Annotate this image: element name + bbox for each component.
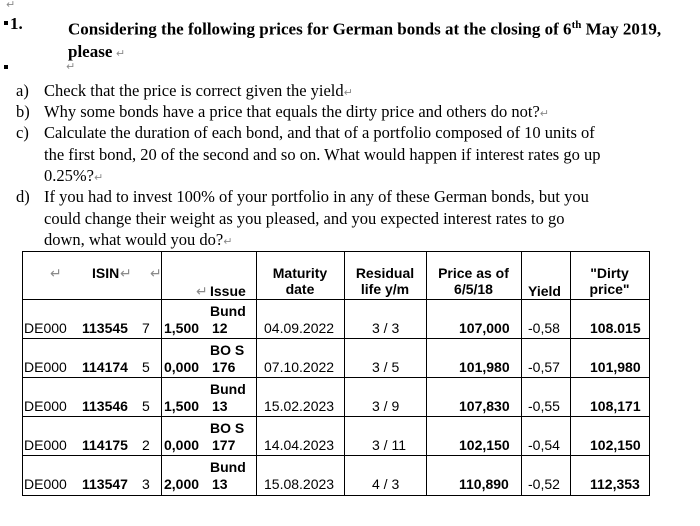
cell-isin-prefix: DE000 [24, 398, 67, 414]
cell-isin-main: 113547 [82, 476, 128, 492]
cell-coupon: 0,000 [164, 359, 200, 375]
cell-yield: -0,54 [528, 437, 560, 453]
cell-price: 110,890 [459, 476, 509, 492]
cell-price: 107,000 [459, 320, 510, 336]
cell-yield: -0,55 [528, 398, 560, 414]
cell-isin-check: 5 [142, 398, 150, 414]
cell-isin-check: 2 [142, 437, 150, 453]
cell-coupon: 2,000 [164, 476, 200, 492]
cell-residual: 3 / 5 [372, 359, 400, 375]
item-text-line: 0.25%? [44, 166, 94, 185]
header-residual: Residual [355, 265, 415, 281]
header-yield: Yield [528, 283, 561, 299]
cell-issue-number: 13 [212, 476, 228, 492]
cell-isin-prefix: DE000 [24, 476, 67, 492]
cell-maturity: 15.02.2023 [264, 398, 335, 414]
cell-price: 102,150 [459, 437, 510, 453]
cell-residual: 4 / 3 [372, 476, 400, 492]
item-a [16, 80, 686, 102]
item-label: a) [16, 81, 29, 100]
cell-isin-main: 113545 [82, 320, 128, 336]
header-residual-2: life y/m [360, 281, 410, 297]
cell-maturity: 04.09.2022 [264, 320, 335, 336]
cell-isin-check: 7 [142, 320, 150, 336]
cell-coupon: 1,500 [164, 320, 200, 336]
paragraph-mark: ↵ [93, 171, 104, 184]
item-label: d) [16, 187, 30, 206]
question-title-text: Considering the following prices for German bonds at the closing of 6 [68, 19, 572, 39]
cell-isin-prefix: DE000 [24, 437, 67, 453]
cell-coupon: 1,500 [164, 398, 200, 414]
cell-mark: ↵ [150, 265, 162, 281]
item-text-line: If you had to invest 100% of your portfolio in any of these German bonds, but you [44, 187, 589, 206]
cell-isin-prefix: DE000 [24, 320, 67, 336]
paragraph-mark: ↵ [539, 107, 549, 120]
item-text-line: down, what would you do? [44, 230, 224, 249]
cell-residual: 3 / 9 [372, 398, 400, 414]
cell-yield: -0,58 [528, 320, 560, 336]
cell-price: 107,830 [459, 398, 510, 414]
cell-dirty-price: 112,353 [590, 476, 640, 492]
header-isin: ISIN [92, 265, 120, 281]
cell-issue-type: Bund [210, 303, 246, 319]
cell-issue-type: BO S [210, 342, 245, 358]
cell-isin-check: 5 [142, 359, 150, 375]
item-b [16, 101, 686, 123]
header-maturity: Maturity [272, 265, 328, 281]
cell-isin-main: 114175 [82, 437, 128, 453]
cell-dirty-price: 102,150 [590, 437, 641, 453]
cell-dirty-price: 108,171 [590, 398, 641, 414]
header-price-2: 6/5/18 [454, 281, 493, 297]
cell-maturity: 07.10.2022 [264, 359, 335, 375]
header-price: Price as of [438, 265, 509, 281]
item-label: b) [16, 102, 30, 121]
paragraph-mark: ↵ [112, 46, 126, 60]
paragraph-mark: ↵ [223, 235, 233, 248]
question-title [68, 14, 688, 65]
cell-mark: ↵ [196, 283, 208, 299]
cell-mark: ↵ [50, 265, 62, 281]
cell-issue-number: 13 [212, 398, 228, 414]
cell-yield: -0,57 [528, 359, 560, 375]
list-bullet [4, 65, 8, 69]
cell-residual: 3 / 11 [372, 437, 406, 453]
cell-issue-type: BO S [210, 420, 245, 436]
cell-issue-number: 177 [212, 437, 236, 453]
cell-issue-number: 12 [212, 320, 228, 336]
header-dirty: "Dirty [590, 265, 629, 281]
cell-issue-type: Bund [210, 381, 246, 397]
header-issue: Issue [210, 283, 246, 299]
item-text-line: the first bond, 20 of the second and so on. What would happen if interest rates go up [44, 144, 601, 164]
cell-maturity: 14.04.2023 [264, 437, 335, 453]
cell-isin-main: 114174 [82, 359, 128, 375]
cell-residual: 3 / 3 [372, 320, 400, 336]
cell-isin-check: 3 [142, 476, 150, 492]
header-dirty-2: price" [589, 281, 630, 297]
header-maturity-2: date [285, 281, 315, 297]
item-c [16, 122, 686, 188]
item-label: c) [16, 123, 29, 142]
question-title-end: May 2019, please [68, 19, 662, 61]
cell-dirty-price: 101,980 [590, 359, 641, 375]
paragraph-mark: ↵ [343, 86, 353, 99]
cell-dirty-price: 108.015 [590, 320, 641, 336]
cell-issue-number: 176 [212, 359, 236, 375]
question-number [4, 14, 23, 34]
cell-yield: -0,52 [528, 476, 560, 492]
item-text-line: could change their weight as you pleased, and you expected interest rates to go [44, 208, 565, 228]
cell-isin-prefix: DE000 [24, 359, 67, 375]
item-text: Check that the price is correct given the yield [44, 81, 344, 100]
cell-isin-main: 113546 [82, 398, 128, 414]
item-d [16, 186, 686, 252]
question-title-sup: th [571, 19, 582, 31]
item-text-line: Calculate the duration of each bond, and that of a portfolio composed of 10 units of [44, 123, 595, 142]
cell-price: 101,980 [459, 359, 510, 375]
cell-issue-type: Bund [210, 459, 246, 475]
bond-table [22, 251, 650, 496]
paragraph-mark: ↵ [66, 60, 76, 73]
cell-maturity: 15.08.2023 [264, 476, 335, 492]
cell-mark: ↵ [120, 265, 132, 281]
paragraph-mark: ↵ [6, 0, 16, 11]
question-number-text: 1. [10, 14, 23, 33]
cell-coupon: 0,000 [164, 437, 200, 453]
item-text: Why some bonds have a price that equals the dirty price and others do not? [44, 102, 540, 121]
